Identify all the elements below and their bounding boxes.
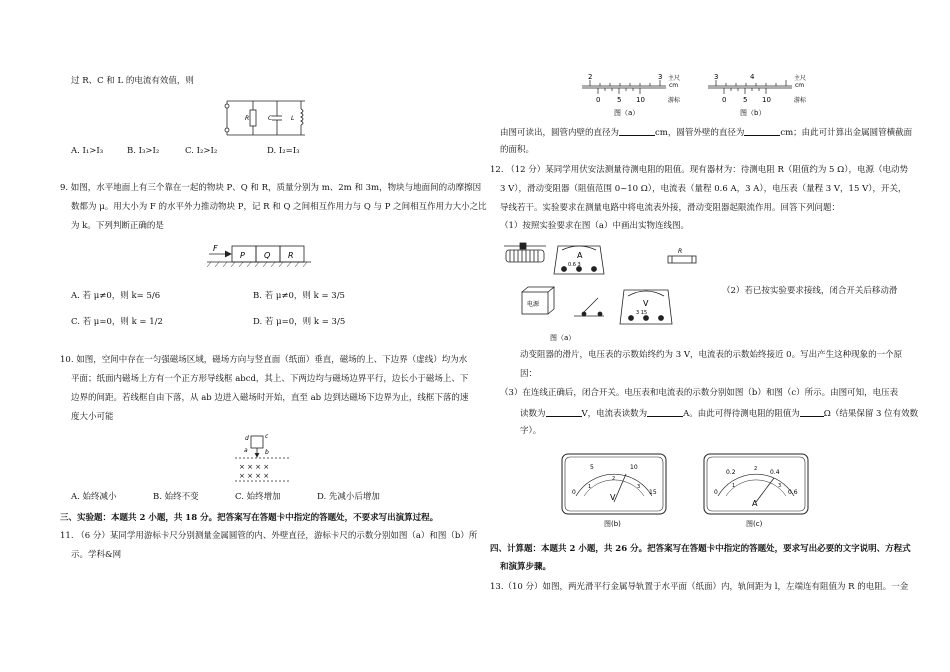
main-scale-label: 3 — [658, 73, 663, 81]
resistor-label: R — [678, 248, 683, 255]
svg-text:a: a — [244, 447, 248, 454]
q11-text-1: 由图可读出，圆管内壁的直径为 — [500, 128, 620, 138]
q9-line: 9. 如图，水平地面上有三个靠在一起的物块 P、Q 和 R，质量分别为 m、2m 和 3m，物块与地面间的动摩擦因 — [60, 183, 482, 193]
meter-b-tick: 10 — [630, 464, 638, 471]
q12-sub3-tail: 字）。 — [520, 426, 542, 436]
meter-c-inner: 3 — [778, 483, 782, 489]
outer-diameter-blank[interactable] — [744, 127, 780, 136]
main-scale-label: 4 — [750, 73, 755, 81]
caliper-a-caption: 图（a） — [614, 109, 640, 117]
voltmeter-label: V — [643, 299, 649, 308]
vernier-label: 0 — [596, 96, 601, 104]
svg-text:cm: cm — [669, 82, 679, 89]
svg-text:c: c — [265, 433, 269, 440]
ammeter-figure-c — [702, 452, 812, 530]
section-3-heading: 三、实验题：本题共 2 小题，共 18 分。把答案写在答题卡中指定的答题处，不要求写出演算过程。 — [60, 513, 439, 523]
q10-line: 10. 如图，空间中存在一匀强磁场区域，磁场方向与竖直面（纸面）垂直，磁场的上、下边界（虚线）均为水 — [60, 355, 468, 365]
caliper-figure-a — [578, 72, 688, 120]
block-r: R — [288, 251, 294, 260]
meter-c-unit: A — [752, 499, 758, 508]
resistance-blank[interactable] — [800, 408, 824, 417]
q12-sub2-tail: 因： — [520, 369, 538, 379]
main-scale-label: 3 — [714, 73, 719, 81]
q11-answer-line — [500, 127, 912, 138]
meter-b-tick: 0 — [572, 489, 576, 496]
q11-line: 示。学科&网 — [71, 550, 122, 560]
q9-option-c: C. 若 μ=0，则 k = 1/2 — [71, 317, 163, 327]
vernier-label: 5 — [617, 96, 622, 104]
section-4-heading: 四、计算题：本题共 2 小题，共 26 分。把答案写在答题卡中指定的答题处，要求写出必要的文字说明、方程式 — [490, 544, 911, 554]
meter-c-tick: 0.4 — [770, 469, 780, 476]
q12-sub2: 动变阻器的滑片，电压表的示数始终约为 3 V，电流表的示数始终接近 0。写出产生这种现象的一个原 — [520, 350, 903, 360]
q10-line: 边界的间距。若线框自由下落，从 ab 边进入磁场时开始，直至 ab 边到达磁场下边界为止，线框下落的速 — [71, 393, 469, 403]
meter-b-inner: 2 — [612, 476, 616, 482]
caliper-figure-b — [704, 72, 814, 120]
q9-line: 为 k。下列判断正确的是 — [71, 221, 164, 231]
meter-c-inner: 1 — [732, 483, 736, 489]
q8-option-d: D. I₂=I₃ — [267, 146, 300, 156]
magnetic-field-figure — [233, 430, 293, 486]
vernier-label: 10 — [636, 96, 645, 104]
apparatus-caption: 图（a） — [550, 334, 576, 342]
meter-c-tick: 0 — [714, 489, 718, 496]
svg-text:cm: cm — [795, 82, 805, 89]
q10-line: 平面；纸面内磁场上方有一个正方形导线框 abcd，其上、下两边均与磁场边界平行，边长小于磁场上、下 — [71, 374, 469, 384]
q9-option-a: A. 若 μ≠0，则 k= 5/6 — [71, 291, 161, 301]
rlc-circuit-figure — [221, 97, 311, 139]
q9-option-d: D. 若 μ=0，则 k = 3/5 — [253, 317, 346, 327]
vernier-name: 游标 — [668, 97, 681, 104]
q12-sub3-text: 读数为 — [520, 409, 546, 419]
voltmeter-scale: 3 15 — [636, 310, 648, 316]
inner-diameter-blank[interactable] — [619, 127, 655, 136]
apparatus-figure — [500, 240, 720, 348]
q10-option-c: C. 始终增加 — [235, 492, 281, 502]
meter-c-caption: 图(c) — [746, 520, 763, 528]
blocks-figure — [207, 240, 317, 270]
q12-sub3-line1: （3）在连线正确后，闭合开关。电压表和电流表的示数分别如图（b）和图（c）所示。由图可知，电压表 — [500, 388, 899, 398]
q13-line: 13.（10 分）如图，两光滑平行金属导轨置于水平面（纸面）内，轨间距为 l，左端连有阻值为 R 的电阻。一金 — [490, 582, 909, 592]
q12-sub3-text: V，电流表读数为 — [581, 409, 648, 419]
q11-line: 11. （6 分）某同学用游标卡尺分别测量金属圆管的内、外壁直径，游标卡尺的示数分别如图（a）和图（b）所 — [60, 531, 478, 541]
q11-text-2: cm，圆管外壁的直径为 — [655, 128, 745, 138]
meter-b-unit: V — [610, 493, 616, 502]
voltage-blank[interactable] — [546, 408, 582, 417]
q11-text-3: cm；由此可计算出金属圆管横截面 — [780, 128, 913, 138]
meter-b-inner: 1 — [588, 484, 592, 490]
q12-sub3-text: A。由此可得待测电阻的阻值为 — [683, 409, 800, 419]
q10-option-d: D. 先减小后增加 — [317, 492, 380, 502]
svg-text:C: C — [268, 115, 273, 122]
voltmeter-figure-b — [560, 452, 670, 530]
meter-b-caption: 图(b) — [604, 520, 621, 528]
svg-text:L: L — [291, 115, 295, 122]
svg-text:× × × ×: × × × × — [239, 472, 270, 480]
vernier-label: 0 — [722, 96, 727, 104]
vernier-label: 5 — [743, 96, 748, 104]
current-blank[interactable] — [647, 408, 683, 417]
q12-sub2-side: （2）若已按实验要求接线，闭合开关后移动滑 — [722, 286, 898, 296]
svg-text:R: R — [245, 115, 250, 122]
q12-line: 3 V），滑动变阻器（阻值范围 0~10 Ω），电流表（量程 0.6 A，3 A），电压表（量程 3 V，15 V），开关， — [500, 184, 907, 194]
svg-text:b: b — [265, 449, 269, 456]
q8-option-a: A. I₁>I₃ — [71, 146, 104, 156]
q9-line: 数都为 μ。用大小为 F 的水平外力推动物块 P，记 R 和 Q 之间相互作用力与 Q 与 P 之间相互作用力大小之比 — [71, 202, 487, 212]
q12-line: 12. （12 分）某同学用伏安法测量待测电阻的阻值。现有器材为：待测电阻 R（阻值约为 5 Ω），电源（电动势 — [490, 165, 908, 175]
q11-tail: 的面积。 — [500, 145, 535, 155]
q8-option-c: C. I₂>I₂ — [185, 146, 218, 156]
q12-line: 导线若干。实验要求在测量电路中将电流表外接，滑动变阻器起限流作用。回答下列问题： — [500, 203, 841, 213]
svg-text:× × × ×: × × × × — [239, 463, 270, 471]
svg-text:主尺: 主尺 — [668, 75, 681, 82]
q8-tail: 过 R、C 和 L 的电流有效值，则 — [71, 76, 194, 86]
ammeter-label: A — [577, 251, 583, 260]
block-p: P — [240, 251, 245, 260]
vernier-name: 游标 — [794, 97, 807, 104]
q10-line: 度大小可能 — [71, 412, 114, 422]
meter-b-tick: 15 — [649, 489, 657, 496]
svg-text:主尺: 主尺 — [794, 75, 807, 82]
q9-option-b: B. 若 μ≠0，则 k = 3/5 — [253, 291, 345, 301]
meter-b-tick: 5 — [590, 464, 594, 471]
meter-b-inner: 3 — [637, 484, 641, 490]
main-scale-label: 2 — [588, 73, 593, 81]
meter-c-tick: 0.6 — [788, 489, 798, 496]
svg-text:d: d — [245, 435, 249, 442]
meter-c-tick: 0.2 — [726, 469, 736, 476]
meter-c-inner: 2 — [754, 466, 758, 472]
q10-option-b: B. 始终不变 — [153, 492, 199, 502]
vernier-label: 10 — [762, 96, 771, 104]
q8-option-b: B. I₃>I₂ — [127, 146, 160, 156]
force-label: F — [213, 244, 218, 253]
q12-sub3-text: Ω（结果保留 3 位有效数 — [823, 409, 919, 419]
battery-label: 电源 — [527, 301, 540, 308]
q12-sub1: （1）按照实验要求在图（a）中画出实物连线图。 — [500, 221, 689, 231]
q12-sub3-line2 — [520, 408, 918, 419]
section-4-tail: 和演算步骤。 — [500, 562, 552, 572]
q10-option-a: A. 始终减小 — [71, 492, 117, 502]
block-q: Q — [264, 251, 271, 260]
caliper-b-caption: 图（b） — [740, 109, 766, 117]
ammeter-scale: 0.6 3 — [568, 262, 581, 268]
